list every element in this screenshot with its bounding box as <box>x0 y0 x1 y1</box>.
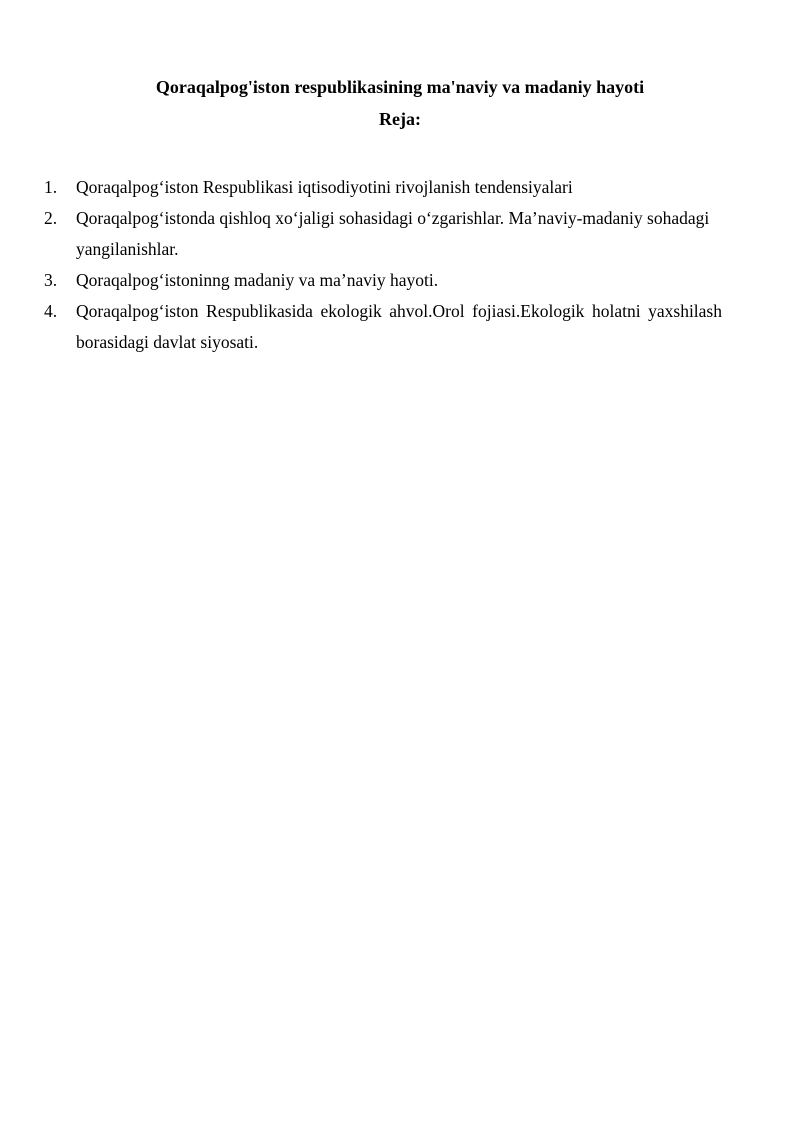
plan-item-number: 4. <box>44 301 58 321</box>
plan-item-3 <box>0 265 800 296</box>
plan-item-number: 2. <box>44 208 58 228</box>
plan-item-2 <box>0 203 800 265</box>
plan-item-text: Qoraqalpog‘istoninng madaniy va ma’naviy hayoti. <box>76 270 439 290</box>
plan-item-text: Qoraqalpog‘istonda qishloq xo‘jaligi sohasidagi o‘zgarishlar. Ma’naviy-madaniy sohadagi yangilanishlar. <box>76 208 710 259</box>
plan-list <box>0 172 800 358</box>
plan-item-4 <box>0 296 800 358</box>
document-title: Qoraqalpog'iston respublikasining ma'naviy va madaniy hayoti <box>155 77 645 97</box>
plan-item-text: Qoraqalpog‘iston Respublikasi iqtisodiyotini rivojlanish tendensiyalari <box>76 177 573 197</box>
plan-item-number: 3. <box>44 270 58 290</box>
plan-item-1 <box>0 172 800 203</box>
plan-heading: Reja: <box>379 109 421 129</box>
plan-item-text: Qoraqalpog‘iston Respublikasida ekologik ahvol.Orol fojiasi.Ekologik holatni yaxshilash borasidagi davlat siyosati. <box>76 301 722 352</box>
plan-item-number: 1. <box>44 177 58 197</box>
